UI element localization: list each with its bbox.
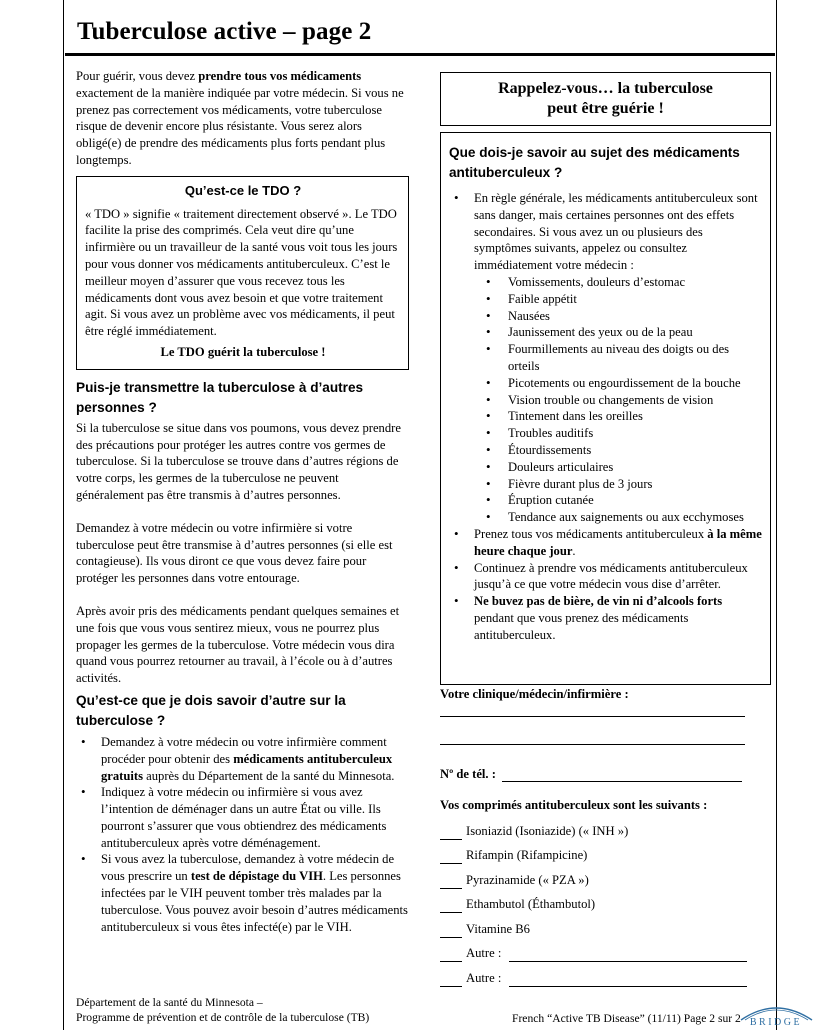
bullet-text: . Les personnes infectées par le VIH peuvent tomber très malades par la tuberculose. Vous pouvez avoir besoin d’autres médicaments antituberculeux si vous êtes infecté(e) par le VIH. (101, 869, 408, 934)
list-item (76, 784, 408, 851)
medication-checkbox-blank[interactable] (440, 973, 462, 987)
list-item (449, 190, 762, 526)
symptom-item: • Tintement dans les oreilles (474, 408, 762, 425)
symptom-item: • Vomissements, douleurs d’estomac (474, 274, 762, 291)
symptom-item: • Fourmillements au niveau des doigts ou des orteils (474, 341, 762, 375)
clinic-line-1[interactable] (440, 715, 745, 717)
pills-label (440, 798, 770, 813)
bullet-text: . (572, 543, 576, 558)
tdo-box-body: « TDO » signifie « traitement directement observé ». Le TDO facilite la prise des comprimés. Cela veut dire qu’une infirmière ou un travailleur de la santé vous voit tous les jours pour vous donner vos médicaments antituberculeux. C’est le meilleur moyen d’assurer que vous recevez tous les médicaments dont vous avez besoin et que votre traitement agit. Si vous avez un problème avec vos médicaments, il peut être réglé immédiatement. (85, 206, 398, 339)
symptom-item: • Étourdissements (474, 442, 762, 459)
symptom-item: • Vision trouble ou changements de vision (474, 392, 762, 409)
medications-info-box (440, 132, 771, 685)
symptom-item: • Faible appétit (474, 291, 762, 308)
medication-checklist (440, 815, 770, 938)
remember-box (440, 72, 771, 126)
symptom-item: • Éruption cutanée (474, 492, 762, 509)
list-item (449, 593, 762, 643)
right-column (440, 72, 770, 987)
intro-paragraph (76, 68, 408, 169)
transmit-heading: Puis-je transmettre la tuberculose à d’autres personnes ? (76, 379, 364, 415)
bullet-text: Indiquez à votre médecin ou infirmière si vous avez l’intention de déménager dans un autre État ou ville. Ils pourront s’assurer que vous obtiendrez des médicaments antituberculeux après votre déménagement. (101, 785, 387, 850)
medication-label: Ethambutol (Éthambutol) (466, 897, 596, 912)
symptom-item: • Douleurs articulaires (474, 459, 762, 476)
pills-label-text: Vos comprimés antituberculeux sont les suivants : (440, 798, 708, 812)
medication-checkbox-blank[interactable] (440, 850, 462, 864)
bridge-logo (735, 998, 818, 1030)
medications-info-list (449, 190, 762, 644)
symptom-item: • Fièvre durant plus de 3 jours (474, 476, 762, 493)
medication-row (440, 840, 770, 865)
svg-text:BRIDGE: BRIDGE (749, 1017, 803, 1028)
left-column (76, 68, 408, 935)
footer-page-info: French “Active TB Disease” (11/11) Page 2 sur 2 (512, 1012, 741, 1025)
other-medication-field[interactable] (509, 949, 747, 962)
medication-label: Vitamine B6 (466, 921, 530, 936)
phone-label: Nº de tél. : (440, 767, 496, 781)
phone-field[interactable] (502, 769, 742, 782)
bullet-text: auprès du Département de la santé du Minnesota. (142, 768, 395, 783)
phone-row (440, 767, 770, 782)
medication-row (440, 889, 770, 914)
symptom-item: • Troubles auditifs (474, 425, 762, 442)
tdo-box (76, 176, 409, 370)
tdo-box-title: Qu’est-ce le TDO ? (184, 182, 302, 198)
intro-text-bold: prendre tous vos médicaments (198, 69, 362, 83)
other-label: Autre : (466, 970, 502, 985)
bullet-text-bold: à la même heure chaque jour (474, 526, 762, 558)
medication-row (440, 815, 770, 840)
medication-label: Pyrazinamide (« PZA ») (466, 872, 589, 887)
footer-source (76, 996, 369, 1025)
bullet-text-bold: médicaments antituberculeux gratuits (101, 751, 393, 783)
footer-line-1: Département de la santé du Minnesota – (76, 996, 263, 1009)
symptom-item: • Nausées (474, 308, 762, 325)
other-heading: Qu’est-ce que je dois savoir d’autre sur la tuberculose ? (76, 692, 346, 728)
transmit-paragraph-3: Après avoir pris des médicaments pendant quelques semaines et une fois que vous vous sentirez mieux, vous ne pourrez plus propager les germes de la tuberculose. Votre médecin vous dira quand vous pourrez retourner au travail, à l’école ou à d’autres activités. (76, 603, 400, 686)
clinic-label (440, 687, 770, 702)
clinic-label-text: Votre clinique/médecin/infirmière : (440, 687, 629, 701)
bullet-text: Si vous avez la tuberculose, demandez à votre médecin de vous prescrire un (101, 852, 395, 884)
transmit-paragraph-1: Si la tuberculose se situe dans vos poumons, vous devez prendre des précautions pour protéger les autres contre vos germes de tuberculose. Si la tuberculose se trouve dans d’autres régions de votre corps, les germes de la tuberculose ne peuvent généralement pas être transmis à d’autres personnes. (76, 420, 401, 502)
bullet-text-bold: test de dépistage du VIH (190, 869, 323, 884)
list-item (76, 734, 408, 784)
bullet-text: Demandez à votre médecin ou votre infirmière comment procéder pour obtenir des (101, 734, 387, 766)
list-item (76, 851, 408, 935)
medication-row (440, 913, 770, 938)
other-label: Autre : (466, 946, 502, 961)
other-medication-row (440, 962, 770, 987)
other-medication-field[interactable] (509, 974, 747, 987)
title-rule (65, 53, 775, 56)
medication-row (440, 864, 770, 889)
intro-text-2: exactement de la manière indiquée par votre médecin. Si vous ne prenez pas correctement vos médicaments, votre tuberculose risque de devenir encore plus résistante. Vous serez alors obligé(e) de prendre des médicaments plus forts pendant plus longtemps. (76, 85, 404, 167)
medication-checkbox-blank[interactable] (440, 875, 462, 889)
intro-text-1: Pour guérir, vous devez (76, 69, 199, 83)
symptom-list (474, 274, 762, 526)
medication-label: Isoniazid (Isoniazide) (« INH ») (466, 823, 629, 838)
symptom-item: • Jaunissement des yeux ou de la peau (474, 324, 762, 341)
bullet-text: En règle générale, les médicaments antituberculeux sont sans danger, mais certaines personnes ont des effets secondaires. Si vous avez un ou plusieurs des symptômes suivants, appelez ou consultez immédiatement votre médecin : (474, 191, 758, 273)
symptom-item: • Picotements ou engourdissement de la bouche (474, 375, 762, 392)
tdo-box-tagline: Le TDO guérit la tuberculose ! (160, 344, 326, 359)
page-title: Tuberculose active – page 2 (77, 18, 372, 45)
bullet-text: Prenez tous vos médicaments antituberculeux (474, 526, 708, 541)
clinic-line-2[interactable] (440, 743, 745, 745)
transmit-paragraph-2: Demandez à votre médecin ou votre infirmière si votre tuberculose peut être transmise à d’autres personnes (si elle est contagieuse). Ils vous diront ce que vous devez faire pour protéger les personnes dans votre entourage. (76, 520, 393, 586)
remember-line-1: Rappelez-vous… la tuberculose (498, 80, 713, 97)
medication-label: Rifampin (Rifampicine) (466, 848, 588, 863)
medication-checkbox-blank[interactable] (440, 948, 462, 962)
medication-checkbox-blank[interactable] (440, 924, 462, 938)
footer-line-2: Programme de prévention et de contrôle de la tuberculose (TB) (76, 1010, 370, 1024)
medications-info-heading: Que dois-je savoir au sujet des médicaments antituberculeux ? (449, 145, 740, 180)
list-item (449, 560, 762, 594)
bullet-text: pendant que vous prenez des médicaments antituberculeux. (474, 610, 689, 642)
bullet-text: Continuez à prendre vos médicaments antituberculeux jusqu’à ce que votre médecin vous dise d’arrêter. (474, 560, 748, 592)
other-medication-row (440, 938, 770, 963)
remember-line-2: peut être guérie ! (547, 100, 664, 117)
bullet-text-bold: Ne buvez pas de bière, de vin ni d’alcools forts (474, 594, 723, 609)
medication-checkbox-blank[interactable] (440, 826, 462, 840)
symptom-item: • Tendance aux saignements ou aux ecchymoses (474, 509, 762, 526)
medication-checkbox-blank[interactable] (440, 899, 462, 913)
other-list (76, 734, 408, 936)
list-item (449, 526, 762, 560)
